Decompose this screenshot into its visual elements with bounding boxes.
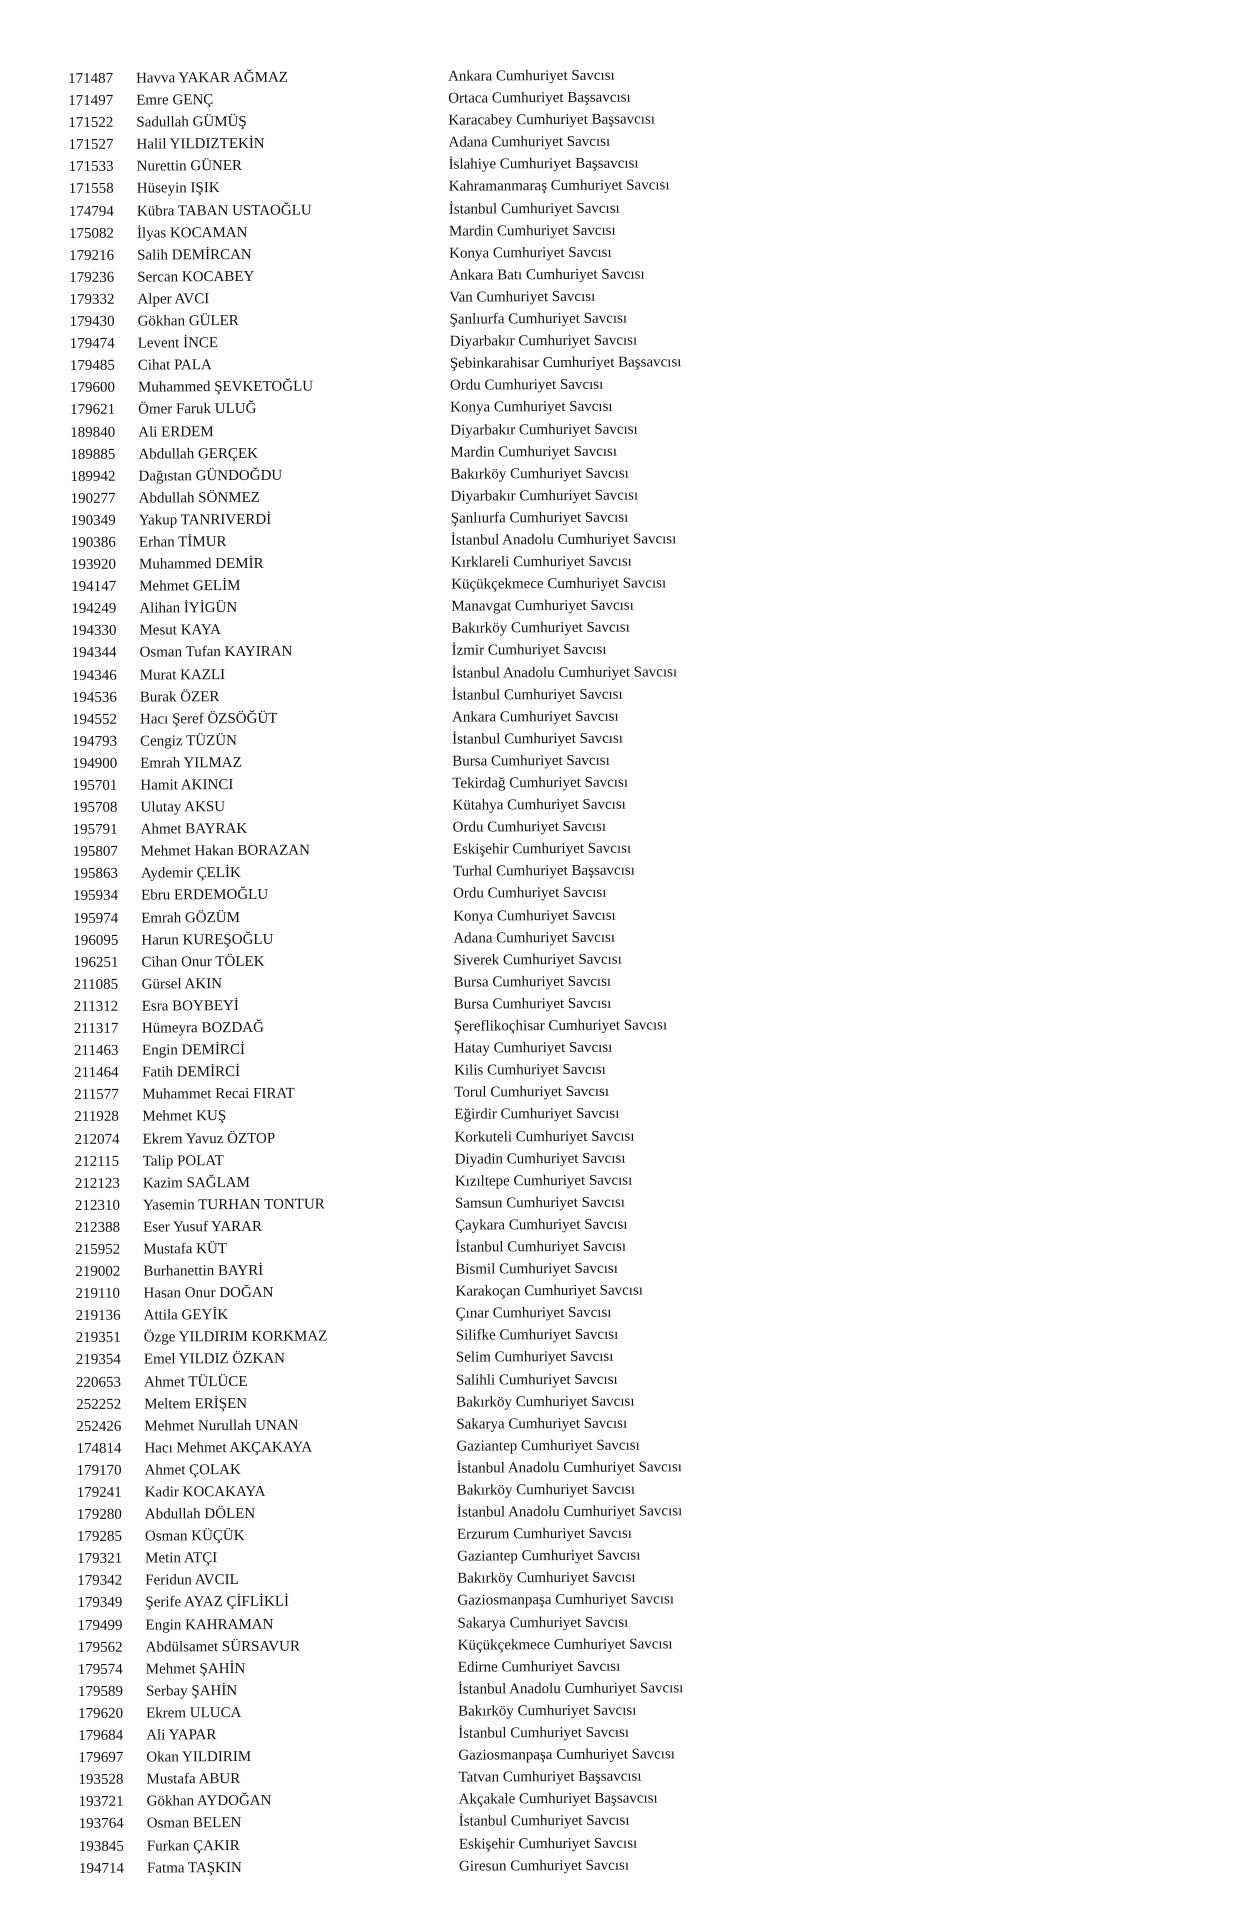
sicil-number: 211312 (73, 998, 119, 1015)
person-name: Yakup TANRIVERDİ (138, 511, 272, 529)
sicil-number: 212115 (74, 1153, 120, 1170)
office-title: İstanbul Anadolu Cumhuriyet Savcısı (457, 1680, 684, 1698)
office-title: Korkuteli Cumhuriyet Savcısı (454, 1128, 635, 1146)
office-title: Bursa Cumhuriyet Savcısı (453, 995, 612, 1013)
person-name: Halil YILDIZTEKİN (136, 136, 265, 153)
appointment-list (68, 61, 1219, 1880)
person-name: Mustafa KÜT (143, 1241, 228, 1258)
office-title: Kahramanmaraş Cumhuriyet Savcısı (448, 177, 670, 196)
sicil-number: 179620 (78, 1705, 124, 1722)
office-title: Van Cumhuriyet Savcısı (449, 288, 596, 306)
person-name: Emrah GÖZÜM (141, 909, 240, 927)
office-title: İzmir Cumhuriyet Savcısı (451, 642, 607, 660)
office-title: Karacabey Cumhuriyet Başsavcısı (448, 111, 655, 129)
office-title: Diyarbakır Cumhuriyet Savcısı (450, 487, 639, 505)
office-title: Mardin Cumhuriyet Savcısı (448, 222, 616, 240)
sicil-number: 194147 (71, 578, 117, 596)
sicil-number: 174814 (76, 1440, 122, 1457)
person-name: Kazim SAĞLAM (142, 1174, 250, 1192)
person-name: Gürsel AKIN (141, 975, 223, 993)
office-title: İstanbul Cumhuriyet Savcısı (451, 686, 623, 704)
sicil-number: 196095 (73, 932, 119, 949)
sicil-number: 190386 (70, 534, 116, 551)
person-name: Burak ÖZER (139, 688, 220, 706)
person-name: Gökhan GÜLER (137, 312, 239, 330)
office-title: Hatay Cumhuriyet Savcısı (453, 1039, 613, 1057)
person-name: Erhan TİMUR (138, 534, 227, 551)
office-title: Bursa Cumhuriyet Savcısı (453, 973, 612, 991)
person-name: Gökhan AYDOĞAN (146, 1793, 272, 1810)
person-name: Abdullah GERÇEK (138, 445, 258, 463)
office-title: Tekirdağ Cumhuriyet Savcısı (452, 774, 629, 792)
sicil-number: 179216 (69, 247, 115, 264)
person-name: Serbay ŞAHİN (145, 1682, 238, 1700)
office-title: Şebinkarahisar Cumhuriyet Başsavcısı (449, 354, 682, 372)
office-title: İstanbul Cumhuriyet Savcısı (458, 1724, 630, 1742)
person-name: İlyas KOCAMAN (136, 224, 248, 242)
office-title: Bakırköy Cumhuriyet Savcısı (457, 1702, 637, 1720)
sicil-number: 219351 (75, 1330, 121, 1347)
sicil-number: 171558 (68, 181, 114, 198)
person-name: Talip POLAT (142, 1152, 224, 1170)
sicil-number: 193764 (78, 1816, 124, 1833)
sicil-number: 212074 (74, 1131, 120, 1148)
office-title: Şanlıurfa Cumhuriyet Savcısı (449, 310, 628, 328)
person-name: Osman BELEN (146, 1815, 242, 1832)
sicil-number: 195701 (72, 777, 118, 794)
sicil-number: 252426 (76, 1418, 122, 1435)
sicil-number: 195934 (73, 888, 119, 905)
sicil-number: 211928 (74, 1109, 119, 1126)
office-title: Turhal Cumhuriyet Başsavcısı (452, 862, 635, 881)
sicil-number: 190349 (70, 512, 116, 529)
sicil-number: 179241 (76, 1484, 122, 1501)
person-name: Hüseyin IŞIK (136, 180, 220, 198)
person-name: Mehmet Hakan BORAZAN (140, 842, 310, 860)
office-title: Kütahya Cumhuriyet Savcısı (452, 796, 626, 814)
person-name: Hacı Mehmet AKÇAKAYA (144, 1439, 313, 1457)
sicil-number: 189885 (70, 446, 116, 463)
sicil-number: 212123 (74, 1175, 120, 1192)
sicil-number: 194330 (71, 623, 117, 640)
sicil-number: 179285 (76, 1528, 123, 1546)
sicil-number: 179589 (77, 1683, 123, 1700)
office-title: Gaziosmanpaşa Cumhuriyet Savcısı (457, 1591, 675, 1610)
person-name: Hacı Şeref ÖZSÖĞÜT (139, 710, 278, 728)
sicil-number: 220653 (75, 1374, 122, 1391)
office-title: Torul Cumhuriyet Savcısı (454, 1084, 610, 1101)
office-title: Çaykara Cumhuriyet Savcısı (455, 1216, 628, 1234)
office-title: Gaziosmanpaşa Cumhuriyet Savcısı (458, 1746, 675, 1764)
person-name: Metin ATÇI (145, 1550, 218, 1567)
office-title: İstanbul Cumhuriyet Savcısı (455, 1238, 627, 1256)
person-name: Emrah YILMAZ (140, 754, 242, 772)
office-title: Bismil Cumhuriyet Savcısı (455, 1260, 618, 1278)
person-name: Meltem ERİŞEN (144, 1395, 248, 1413)
person-name: Hümeyra BOZDAĞ (141, 1019, 264, 1037)
person-name: Engin DEMİRCİ (141, 1042, 245, 1059)
office-title: Ordu Cumhuriyet Savcısı (453, 885, 607, 903)
office-title: Salihli Cumhuriyet Savcısı (455, 1371, 618, 1389)
person-name: Muhammed ŞEVKETOĞLU (137, 378, 314, 396)
sicil-number: 193845 (78, 1838, 124, 1855)
office-title: Küçükçekmece Cumhuriyet Savcısı (451, 575, 667, 593)
office-title: Kilis Cumhuriyet Savcısı (454, 1061, 606, 1079)
person-name: Emre GENÇ (136, 92, 214, 109)
person-name: Fatih DEMİRCİ (142, 1064, 241, 1081)
office-title: İstanbul Anadolu Cumhuriyet Savcısı (451, 663, 678, 682)
person-name: Salih DEMİRCAN (137, 246, 252, 264)
sicil-number: 179562 (77, 1639, 123, 1656)
office-title: Şanlıurfa Cumhuriyet Savcısı (450, 509, 629, 527)
sicil-number: 179621 (70, 402, 116, 419)
office-title: İstanbul Anadolu Cumhuriyet Savcısı (456, 1459, 683, 1477)
person-name: Ekrem Yavuz ÖZTOP (142, 1130, 276, 1148)
person-name: Abdullah DÖLEN (144, 1505, 256, 1523)
sicil-number: 179430 (69, 313, 115, 331)
office-title: Gaziantep Cumhuriyet Savcısı (457, 1547, 641, 1565)
person-name: Kadir KOCAKAYA (144, 1483, 266, 1501)
office-title: İstanbul Anadolu Cumhuriyet Savcısı (456, 1503, 683, 1521)
person-name: Ahmet ÇOLAK (144, 1461, 241, 1479)
person-name: Mehmet Nurullah UNAN (144, 1417, 299, 1435)
sicil-number: 171487 (68, 70, 114, 87)
person-name: Ahmet BAYRAK (140, 821, 248, 838)
person-name: Feridun AVCIL (145, 1572, 239, 1589)
office-title: Şereflikoçhisar Cumhuriyet Savcısı (453, 1017, 668, 1035)
office-title: Ankara Cumhuriyet Savcısı (448, 67, 615, 85)
office-title: Bakırköy Cumhuriyet Savcısı (456, 1393, 635, 1411)
person-name: Fatma TAŞKIN (146, 1859, 242, 1877)
person-name: Ali YAPAR (146, 1727, 217, 1744)
office-title: Edirne Cumhuriyet Savcısı (457, 1658, 621, 1676)
office-title: Bakırköy Cumhuriyet Savcısı (451, 619, 630, 638)
office-title: Eskişehir Cumhuriyet Savcısı (458, 1835, 638, 1853)
person-name: Murat KAZLI (139, 666, 226, 684)
person-name: Dağıstan GÜNDOĞDU (138, 467, 283, 485)
person-name: Özge YILDIRIM KORKMAZ (143, 1328, 328, 1346)
sicil-number: 212388 (75, 1219, 121, 1236)
sicil-number: 171497 (68, 92, 114, 110)
sicil-number: 211464 (74, 1064, 119, 1082)
person-name: Mesut KAYA (139, 622, 222, 639)
person-name: Ahmet TÜLÜCE (143, 1373, 248, 1391)
sicil-number: 179280 (76, 1506, 122, 1524)
office-title: Kızıltepe Cumhuriyet Savcısı (454, 1172, 633, 1190)
office-title: Ankara Cumhuriyet Savcısı (451, 708, 619, 726)
office-title: Ortaca Cumhuriyet Başsavcısı (448, 89, 631, 107)
sicil-number: 179474 (69, 335, 115, 353)
sicil-number: 211463 (73, 1042, 119, 1060)
office-title: Kırklareli Cumhuriyet Savcısı (450, 553, 632, 571)
sicil-number: 189840 (70, 424, 116, 441)
office-title: Sakarya Cumhuriyet Savcısı (456, 1415, 628, 1433)
sicil-number: 195807 (72, 843, 118, 861)
person-name: Esra BOYBEYİ (141, 997, 239, 1015)
sicil-number: 179684 (78, 1727, 124, 1744)
office-title: Samsun Cumhuriyet Savcısı (454, 1194, 625, 1212)
office-title: Ankara Batı Cumhuriyet Savcısı (449, 266, 645, 284)
sicil-number: 179697 (78, 1749, 124, 1767)
sicil-number: 212310 (74, 1197, 120, 1214)
sicil-number: 194346 (71, 667, 117, 684)
office-title: İstanbul Cumhuriyet Savcısı (452, 730, 623, 748)
sicil-number: 211317 (73, 1020, 119, 1038)
sicil-number: 174794 (68, 203, 114, 220)
office-title: Çınar Cumhuriyet Savcısı (455, 1304, 612, 1322)
person-name: Harun KUREŞOĞLU (141, 931, 274, 949)
sicil-number: 179342 (77, 1573, 123, 1590)
sicil-number: 195791 (72, 821, 118, 839)
office-title: Diyarbakır Cumhuriyet Savcısı (449, 332, 638, 350)
sicil-number: 219002 (75, 1263, 121, 1281)
sicil-number: 179574 (77, 1661, 123, 1678)
office-title: Diyadin Cumhuriyet Savcısı (454, 1150, 626, 1168)
office-title: Ordu Cumhuriyet Savcısı (449, 377, 604, 394)
office-title: Akçakale Cumhuriyet Başsavcısı (458, 1790, 658, 1808)
sicil-number: 219354 (75, 1352, 121, 1369)
office-title: İstanbul Cumhuriyet Savcısı (448, 200, 620, 218)
office-title: Selim Cumhuriyet Savcısı (455, 1349, 614, 1367)
person-name: Sercan KOCABEY (137, 268, 255, 286)
office-title: Bursa Cumhuriyet Savcısı (452, 752, 610, 770)
office-title: Bakırköy Cumhuriyet Savcısı (457, 1569, 636, 1588)
person-name: Havva YAKAR AĞMAZ (136, 69, 289, 87)
person-name: Muhammed DEMİR (138, 555, 264, 573)
person-name: Mehmet GELİM (139, 578, 241, 595)
office-title: Eğirdir Cumhuriyet Savcısı (454, 1106, 620, 1124)
person-name: Attila GEYİK (143, 1307, 229, 1324)
person-name: Ulutay AKSU (140, 799, 226, 816)
sicil-number: 189942 (70, 468, 116, 485)
office-title: İslahiye Cumhuriyet Başsavcısı (448, 155, 639, 174)
office-title: Diyarbakır Cumhuriyet Savcısı (450, 421, 638, 439)
office-title: İstanbul Anadolu Cumhuriyet Savcısı (450, 531, 677, 549)
office-title: Küçükçekmece Cumhuriyet Savcısı (457, 1635, 673, 1654)
sicil-number: 179321 (77, 1550, 123, 1568)
person-name: Mustafa ABUR (146, 1771, 241, 1788)
sicil-number: 196251 (73, 954, 119, 971)
person-name: Furkan ÇAKIR (146, 1837, 240, 1855)
person-name: Alper AVCI (137, 291, 210, 308)
sicil-number: 252252 (76, 1396, 122, 1413)
person-name: Ali ERDEM (138, 423, 214, 441)
sicil-number: 179600 (69, 380, 116, 397)
person-name: Okan YILDIRIM (146, 1749, 252, 1766)
sicil-number: 179236 (69, 269, 115, 286)
sicil-number: 194793 (72, 733, 118, 750)
sicil-number: 171527 (68, 137, 114, 154)
office-title: Bakırköy Cumhuriyet Savcısı (450, 465, 629, 483)
office-title: İstanbul Cumhuriyet Savcısı (458, 1813, 630, 1831)
office-title: Bakırköy Cumhuriyet Savcısı (456, 1481, 636, 1499)
person-name: Mehmet KUŞ (142, 1108, 227, 1125)
person-name: Cengiz TÜZÜN (140, 732, 237, 750)
person-name: Eser Yusuf YARAR (143, 1218, 263, 1236)
person-name: Abdullah SÖNMEZ (138, 489, 260, 507)
person-name: Nurettin GÜNER (136, 158, 243, 175)
office-title: Sakarya Cumhuriyet Savcısı (457, 1614, 629, 1632)
person-name: Kübra TABAN USTAOĞLU (136, 202, 312, 220)
sicil-number: 211577 (74, 1087, 119, 1104)
person-name: Yasemin TURHAN TONTUR (142, 1196, 325, 1214)
person-name: Sadullah GÜMÜŞ (136, 114, 247, 131)
person-name: Osman Tufan KAYIRAN (139, 644, 293, 662)
sicil-number: 195708 (72, 799, 118, 817)
sicil-number: 179349 (77, 1595, 123, 1612)
office-title: Gaziantep Cumhuriyet Savcısı (456, 1437, 640, 1455)
person-name: Aydemir ÇELİK (140, 865, 241, 882)
sicil-number: 215952 (75, 1241, 121, 1258)
person-name: Cihan Onur TÖLEK (141, 953, 265, 971)
sicil-number: 219110 (75, 1285, 120, 1303)
office-title: Manavgat Cumhuriyet Savcısı (451, 597, 634, 615)
sicil-number: 194714 (78, 1860, 125, 1877)
office-title: Mardin Cumhuriyet Savcısı (450, 443, 618, 461)
person-name: Engin KAHRAMAN (145, 1616, 274, 1634)
sicil-number: 194552 (71, 711, 118, 728)
office-title: Giresun Cumhuriyet Savcısı (458, 1857, 630, 1875)
person-name: Şerife AYAZ ÇİFLİKLİ (145, 1594, 290, 1612)
person-name: Ömer Faruk ULUĞ (138, 401, 257, 418)
person-name: Osman KÜÇÜK (144, 1528, 245, 1545)
sicil-number: 195863 (72, 866, 118, 883)
sicil-number: 195974 (73, 910, 119, 927)
sicil-number: 194249 (71, 600, 117, 618)
sicil-number: 194344 (71, 645, 117, 662)
sicil-number: 193721 (78, 1794, 124, 1811)
person-name: Cihat PALA (137, 357, 212, 374)
person-name: Burhanettin BAYRİ (143, 1262, 264, 1280)
office-title: Karakoçan Cumhuriyet Savcısı (455, 1282, 643, 1300)
office-title: Konya Cumhuriyet Savcısı (449, 244, 612, 262)
sicil-number: 194536 (71, 689, 117, 706)
person-name: Levent İNCE (137, 335, 219, 352)
sicil-number: 211085 (73, 976, 119, 993)
person-name: Abdülsamet SÜRSAVUR (145, 1638, 301, 1656)
sicil-number: 179485 (69, 357, 115, 375)
office-title: Konya Cumhuriyet Savcısı (450, 399, 613, 417)
office-title: Adana Cumhuriyet Savcısı (448, 133, 611, 151)
person-name: Ebru ERDEMOĞLU (141, 887, 269, 905)
sicil-number: 171533 (68, 159, 114, 176)
sicil-number: 179170 (76, 1462, 122, 1479)
person-name: Mehmet ŞAHİN (145, 1660, 246, 1678)
office-title: Adana Cumhuriyet Savcısı (453, 929, 616, 947)
sicil-number: 194900 (72, 755, 118, 772)
sicil-number: 171522 (68, 114, 114, 132)
sicil-number: 179332 (69, 291, 115, 308)
sicil-number: 193528 (78, 1771, 124, 1789)
sicil-number: 175082 (68, 225, 115, 242)
sicil-number: 193920 (70, 556, 117, 574)
person-name: Alihan İYİGÜN (139, 600, 238, 617)
sicil-number: 190277 (70, 490, 116, 507)
person-name: Hamit AKINCI (140, 777, 234, 794)
person-name: Emel YILDIZ ÖZKAN (143, 1351, 286, 1368)
office-title: Silifke Cumhuriyet Savcısı (455, 1327, 619, 1344)
sicil-number: 219136 (75, 1307, 121, 1325)
office-title: Erzurum Cumhuriyet Savcısı (456, 1525, 632, 1543)
sicil-number: 179499 (77, 1617, 123, 1634)
office-title: Konya Cumhuriyet Savcısı (453, 907, 616, 925)
office-title: Siverek Cumhuriyet Savcısı (453, 951, 622, 969)
person-name: Muhammet Recai FIRAT (142, 1085, 295, 1103)
person-name: Ekrem ULUCA (146, 1704, 242, 1722)
office-title: Tatvan Cumhuriyet Başsavcısı (458, 1768, 642, 1786)
office-title: Ordu Cumhuriyet Savcısı (452, 818, 607, 836)
person-name: Hasan Onur DOĞAN (143, 1284, 274, 1302)
office-title: Eskişehir Cumhuriyet Savcısı (452, 840, 632, 858)
